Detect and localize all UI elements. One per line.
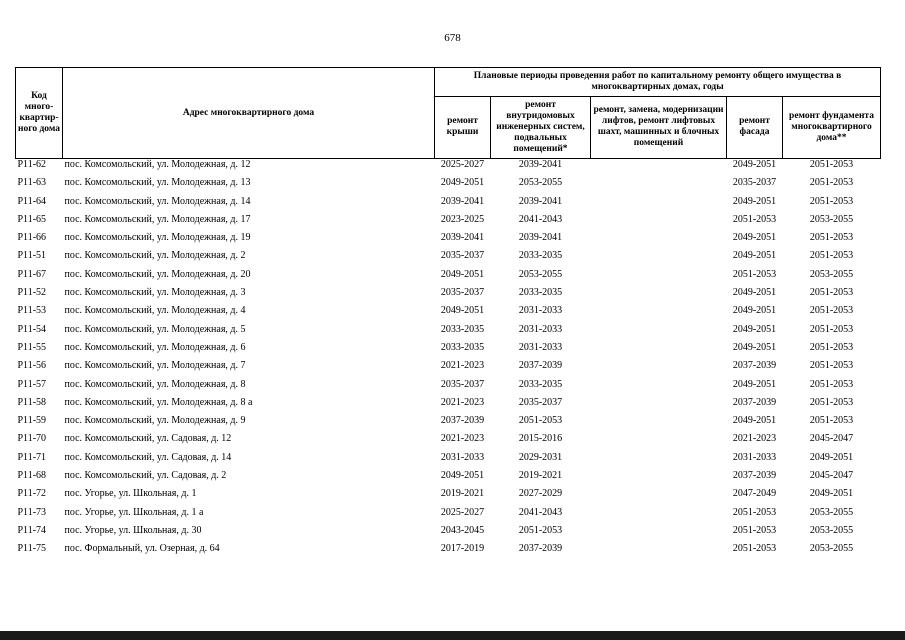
- cell-engineering: 2039-2041: [518, 195, 563, 207]
- cell-elevators: [591, 287, 727, 305]
- table-row: [16, 177, 881, 195]
- cell-facade: 2037-2039: [732, 360, 777, 372]
- cell-roof: 2035-2037: [440, 287, 485, 299]
- cell-address: пос. Угорье, ул. Школьная, д. 1: [64, 488, 197, 500]
- cell-roof: 2033-2035: [440, 341, 485, 353]
- header-engineering: ремонт внутридомовых инженерных систем, подвальных помещений*: [491, 96, 591, 158]
- cell-code: P11-71: [17, 451, 47, 463]
- table-row: [16, 196, 881, 214]
- table-row: [16, 452, 881, 470]
- cell-roof: 2049-2051: [440, 268, 485, 280]
- header-roof: ремонт крыши: [435, 96, 491, 158]
- cell-roof: 2043-2045: [440, 524, 485, 536]
- cell-engineering: 2035-2037: [518, 396, 563, 408]
- cell-foundation: 2051-2053: [809, 396, 854, 408]
- cell-address: пос. Угорье, ул. Школьная, д. 30: [64, 524, 202, 536]
- cell-engineering: 2033-2035: [518, 378, 563, 390]
- cell-facade: 2051-2053: [732, 213, 777, 225]
- table-row: [16, 433, 881, 451]
- cell-facade: 2049-2051: [732, 323, 777, 335]
- cell-elevators: [591, 196, 727, 214]
- cell-roof: 2033-2035: [440, 323, 485, 335]
- cell-code: P11-65: [17, 213, 47, 225]
- cell-engineering: 2037-2039: [518, 360, 563, 372]
- table-row: [16, 342, 881, 360]
- cell-address: пос. Комсомольский, ул. Молодежная, д. 12: [64, 159, 251, 170]
- table-row: [16, 269, 881, 287]
- cell-foundation: 2045-2047: [809, 433, 854, 445]
- table-body: [16, 159, 881, 562]
- cell-facade: 2049-2051: [732, 232, 777, 244]
- cell-code: P11-70: [17, 433, 47, 445]
- cell-foundation: 2053-2055: [809, 213, 854, 225]
- cell-elevators: [591, 415, 727, 433]
- cell-roof: 2039-2041: [440, 195, 485, 207]
- table-row: [16, 379, 881, 397]
- cell-foundation: 2053-2055: [809, 506, 854, 518]
- cell-foundation: 2051-2053: [809, 232, 854, 244]
- cell-code: P11-53: [17, 305, 47, 317]
- cell-foundation: 2051-2053: [809, 177, 854, 189]
- header-facade: ремонт фасада: [727, 96, 783, 158]
- cell-elevators: [591, 342, 727, 360]
- cell-facade: 2051-2053: [732, 268, 777, 280]
- cell-elevators: [591, 214, 727, 232]
- cell-roof: 2035-2037: [440, 250, 485, 262]
- table-row: [16, 470, 881, 488]
- cell-code: P11-73: [17, 506, 47, 518]
- cell-elevators: [591, 269, 727, 287]
- cell-roof: 2025-2027: [440, 159, 485, 170]
- cell-roof: 2039-2041: [440, 232, 485, 244]
- cell-foundation: 2051-2053: [809, 305, 854, 317]
- cell-foundation: 2051-2053: [809, 287, 854, 299]
- cell-address: пос. Комсомольский, ул. Молодежная, д. 13: [64, 177, 251, 189]
- cell-engineering: 2039-2041: [518, 232, 563, 244]
- scan-bottom-border: [0, 631, 905, 640]
- table-row: [16, 232, 881, 250]
- cell-engineering: 2031-2033: [518, 323, 563, 335]
- cell-code: P11-67: [17, 268, 47, 280]
- cell-roof: 2021-2023: [440, 360, 485, 372]
- cell-foundation: 2051-2053: [809, 378, 854, 390]
- table-row: [16, 287, 881, 305]
- cell-facade: 2047-2049: [732, 488, 777, 500]
- cell-engineering: 2031-2033: [518, 305, 563, 317]
- table-row: [16, 324, 881, 342]
- cell-roof: 2049-2051: [440, 470, 485, 482]
- cell-elevators: [591, 433, 727, 451]
- cell-code: P11-52: [17, 287, 47, 299]
- header-periods-group: Плановые периоды проведения работ по капитальному ремонту общего имущества в многоквартирных домах, годы: [435, 68, 881, 97]
- cell-engineering: 2019-2021: [518, 470, 563, 482]
- cell-facade: 2037-2039: [732, 396, 777, 408]
- header-code: Код много-квартир-ного дома: [16, 68, 63, 159]
- cell-code: P11-74: [17, 524, 47, 536]
- cell-address: пос. Комсомольский, ул. Садовая, д. 14: [64, 451, 232, 463]
- page-number: 678: [444, 32, 461, 44]
- cell-facade: 2049-2051: [732, 415, 777, 427]
- cell-engineering: 2053-2055: [518, 268, 563, 280]
- cell-foundation: 2053-2055: [809, 543, 854, 555]
- table-row: [16, 360, 881, 378]
- cell-code: P11-66: [17, 232, 47, 244]
- cell-code: P11-55: [17, 341, 47, 353]
- cell-facade: 2021-2023: [732, 433, 777, 445]
- cell-code: P11-58: [17, 396, 47, 408]
- table-row: [16, 250, 881, 268]
- cell-facade: 2037-2039: [732, 470, 777, 482]
- cell-elevators: [591, 470, 727, 488]
- cell-roof: 2021-2023: [440, 433, 485, 445]
- cell-facade: 2049-2051: [732, 287, 777, 299]
- cell-address: пос. Комсомольский, ул. Молодежная, д. 4: [64, 305, 246, 317]
- cell-code: P11-51: [17, 250, 47, 262]
- cell-address: пос. Комсомольский, ул. Молодежная, д. 8: [64, 378, 246, 390]
- cell-foundation: 2045-2047: [809, 470, 854, 482]
- cell-facade: 2051-2053: [732, 506, 777, 518]
- cell-engineering: 2029-2031: [518, 451, 563, 463]
- cell-engineering: 2039-2041: [518, 159, 563, 170]
- cell-elevators: [591, 305, 727, 323]
- cell-address: пос. Комсомольский, ул. Садовая, д. 2: [64, 470, 227, 482]
- cell-foundation: 2051-2053: [809, 341, 854, 353]
- header-foundation: ремонт фундамента многоквартирного дома**: [783, 96, 881, 158]
- cell-elevators: [591, 177, 727, 195]
- cell-address: пос. Комсомольский, ул. Молодежная, д. 3: [64, 287, 246, 299]
- cell-engineering: 2051-2053: [518, 415, 563, 427]
- table-row: [16, 543, 881, 561]
- cell-foundation: 2051-2053: [809, 323, 854, 335]
- cell-address: пос. Комсомольский, ул. Молодежная, д. 2: [64, 250, 246, 262]
- cell-address: пос. Угорье, ул. Школьная, д. 1 а: [64, 506, 204, 518]
- cell-facade: 2051-2053: [732, 524, 777, 536]
- cell-elevators: [591, 525, 727, 543]
- cell-address: пос. Комсомольский, ул. Молодежная, д. 5: [64, 323, 246, 335]
- cell-engineering: 2015-2016: [518, 433, 563, 445]
- cell-facade: 2035-2037: [732, 177, 777, 189]
- cell-address: пос. Комсомольский, ул. Молодежная, д. 6: [64, 341, 246, 353]
- cell-elevators: [591, 360, 727, 378]
- cell-elevators: [591, 232, 727, 250]
- cell-elevators: [591, 159, 727, 178]
- cell-engineering: 2033-2035: [518, 287, 563, 299]
- cell-roof: 2031-2033: [440, 451, 485, 463]
- table-row: [16, 214, 881, 232]
- cell-foundation: 2053-2055: [809, 524, 854, 536]
- table-row: [16, 397, 881, 415]
- cell-roof: 2037-2039: [440, 415, 485, 427]
- cell-engineering: 2033-2035: [518, 250, 563, 262]
- cell-roof: 2049-2051: [440, 177, 485, 189]
- cell-foundation: 2049-2051: [809, 451, 854, 463]
- cell-roof: 2017-2019: [440, 543, 485, 555]
- capital-repair-table: [15, 67, 881, 562]
- cell-roof: 2049-2051: [440, 305, 485, 317]
- cell-elevators: [591, 397, 727, 415]
- cell-engineering: 2027-2029: [518, 488, 563, 500]
- table-row: [16, 159, 881, 178]
- cell-foundation: 2053-2055: [809, 268, 854, 280]
- table-row: [16, 488, 881, 506]
- cell-roof: 2023-2025: [440, 213, 485, 225]
- cell-elevators: [591, 507, 727, 525]
- cell-address: пос. Формальный, ул. Озерная, д. 64: [64, 543, 220, 555]
- cell-address: пос. Комсомольский, ул. Молодежная, д. 19: [64, 232, 251, 244]
- cell-roof: 2035-2037: [440, 378, 485, 390]
- cell-code: P11-57: [17, 378, 47, 390]
- cell-code: P11-54: [17, 323, 47, 335]
- cell-code: P11-56: [17, 360, 47, 372]
- cell-engineering: 2041-2043: [518, 213, 563, 225]
- cell-elevators: [591, 250, 727, 268]
- cell-facade: 2049-2051: [732, 305, 777, 317]
- cell-code: P11-63: [17, 177, 47, 189]
- cell-facade: 2049-2051: [732, 341, 777, 353]
- cell-code: P11-59: [17, 415, 47, 427]
- cell-address: пос. Комсомольский, ул. Молодежная, д. 7: [64, 360, 246, 372]
- cell-engineering: 2031-2033: [518, 341, 563, 353]
- cell-address: пос. Комсомольский, ул. Молодежная, д. 14: [64, 195, 251, 207]
- cell-foundation: 2051-2053: [809, 159, 854, 170]
- cell-foundation: 2051-2053: [809, 195, 854, 207]
- table-row: [16, 415, 881, 433]
- cell-roof: 2019-2021: [440, 488, 485, 500]
- cell-facade: 2049-2051: [732, 378, 777, 390]
- cell-foundation: 2049-2051: [809, 488, 854, 500]
- cell-address: пос. Комсомольский, ул. Молодежная, д. 8 а: [64, 396, 253, 408]
- cell-code: P11-64: [17, 195, 47, 207]
- cell-roof: 2025-2027: [440, 506, 485, 518]
- cell-foundation: 2051-2053: [809, 360, 854, 372]
- cell-code: P11-62: [17, 159, 47, 170]
- table-row: [16, 525, 881, 543]
- cell-address: пос. Комсомольский, ул. Садовая, д. 12: [64, 433, 232, 445]
- cell-code: P11-72: [17, 488, 47, 500]
- cell-elevators: [591, 379, 727, 397]
- cell-facade: 2051-2053: [732, 543, 777, 555]
- cell-code: P11-68: [17, 470, 47, 482]
- cell-facade: 2049-2051: [732, 250, 777, 262]
- cell-facade: 2049-2051: [732, 195, 777, 207]
- cell-elevators: [591, 324, 727, 342]
- header-elevators: ремонт, замена, модернизации лифтов, ремонт лифтовых шахт, машинных и блочных помещений: [591, 96, 727, 158]
- cell-facade: 2049-2051: [732, 159, 777, 170]
- cell-address: пос. Комсомольский, ул. Молодежная, д. 17: [64, 213, 251, 225]
- cell-engineering: 2037-2039: [518, 543, 563, 555]
- cell-engineering: 2053-2055: [518, 177, 563, 189]
- table-row: [16, 305, 881, 323]
- cell-facade: 2031-2033: [732, 451, 777, 463]
- cell-foundation: 2051-2053: [809, 250, 854, 262]
- cell-address: пос. Комсомольский, ул. Молодежная, д. 20: [64, 268, 251, 280]
- cell-elevators: [591, 488, 727, 506]
- table-row: [16, 507, 881, 525]
- cell-roof: 2021-2023: [440, 396, 485, 408]
- cell-foundation: 2051-2053: [809, 415, 854, 427]
- cell-engineering: 2041-2043: [518, 506, 563, 518]
- cell-engineering: 2051-2053: [518, 524, 563, 536]
- cell-code: P11-75: [17, 543, 47, 555]
- cell-address: пос. Комсомольский, ул. Молодежная, д. 9: [64, 415, 246, 427]
- cell-elevators: [591, 452, 727, 470]
- cell-elevators: [591, 543, 727, 561]
- header-address: Адрес многоквартирного дома: [63, 68, 435, 159]
